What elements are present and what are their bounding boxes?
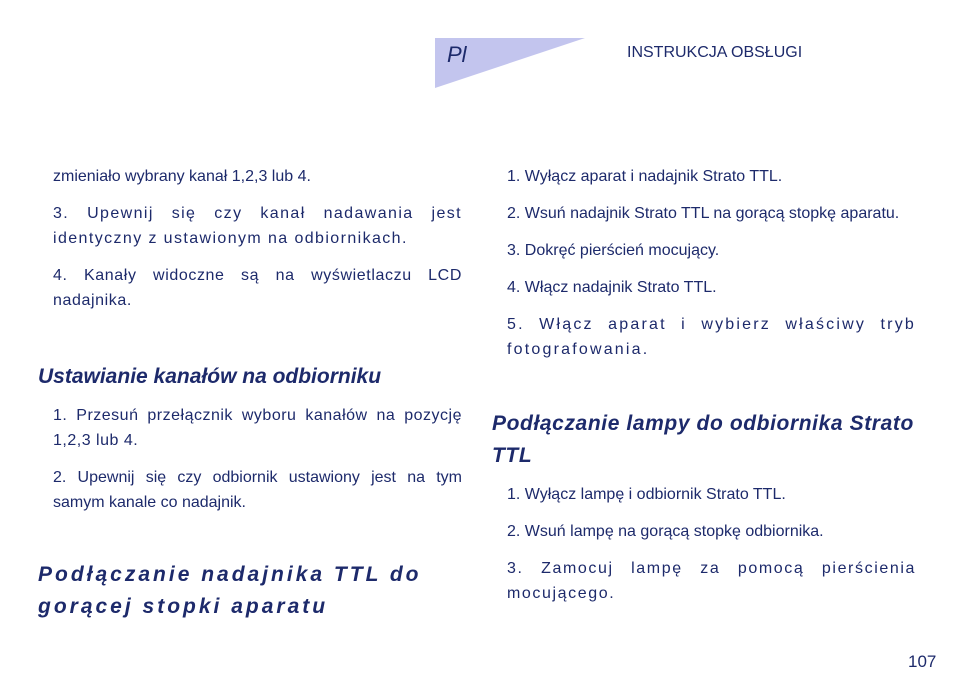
list-item: 1. Wyłącz aparat i nadajnik Strato TTL. [507,168,783,185]
list-item: 3. Upewnij się czy kanał nadawania jest identyczny z ustawionym na odbiornikach. [53,205,462,247]
list-item: 2. Wsuń lampę na gorącą stopkę odbiornika. [507,523,824,540]
list-item: 3. Zamocuj lampę za pomocą pierścienia mocującego. [507,560,916,602]
list-item: zmieniało wybrany kanał 1,2,3 lub 4. [53,168,311,185]
list-item: 3. Dokręć pierścień mocujący. [507,242,720,259]
section-heading-flash: Podłączanie lampy do odbiornika Strato TTL [492,412,914,467]
list-item: 2. Wsuń nadajnik Strato TTL na gorącą stopkę aparatu. [507,205,900,222]
list-item: 2. Upewnij się czy odbiornik ustawiony jest na tym samym kanale co nadajnik. [53,469,462,511]
right-column [492,164,916,606]
list-item: 4. Kanały widoczne są na wyświetlaczu LCD nadajnika. [53,267,462,309]
list-item: 5. Włącz aparat i wybierz właściwy tryb fotografowania. [507,316,916,358]
section-heading-channels: Ustawianie kanałów na odbiorniku [38,365,382,388]
language-code: Pl [447,42,467,67]
language-tab [435,38,585,88]
list-item: 1. Wyłącz lampę i odbiornik Strato TTL. [507,486,786,503]
left-column [38,164,462,623]
section-heading-transmitter: Podłączanie nadajnika TTL do gorącej stopki aparatu [38,563,422,618]
page-number: 107 [908,652,937,671]
manual-title: INSTRUKCJA OBSŁUGI [627,44,803,61]
list-item: 4. Włącz nadajnik Strato TTL. [507,279,717,296]
list-item: 1. Przesuń przełącznik wyboru kanałów na pozycję 1,2,3 lub 4. [53,407,462,449]
